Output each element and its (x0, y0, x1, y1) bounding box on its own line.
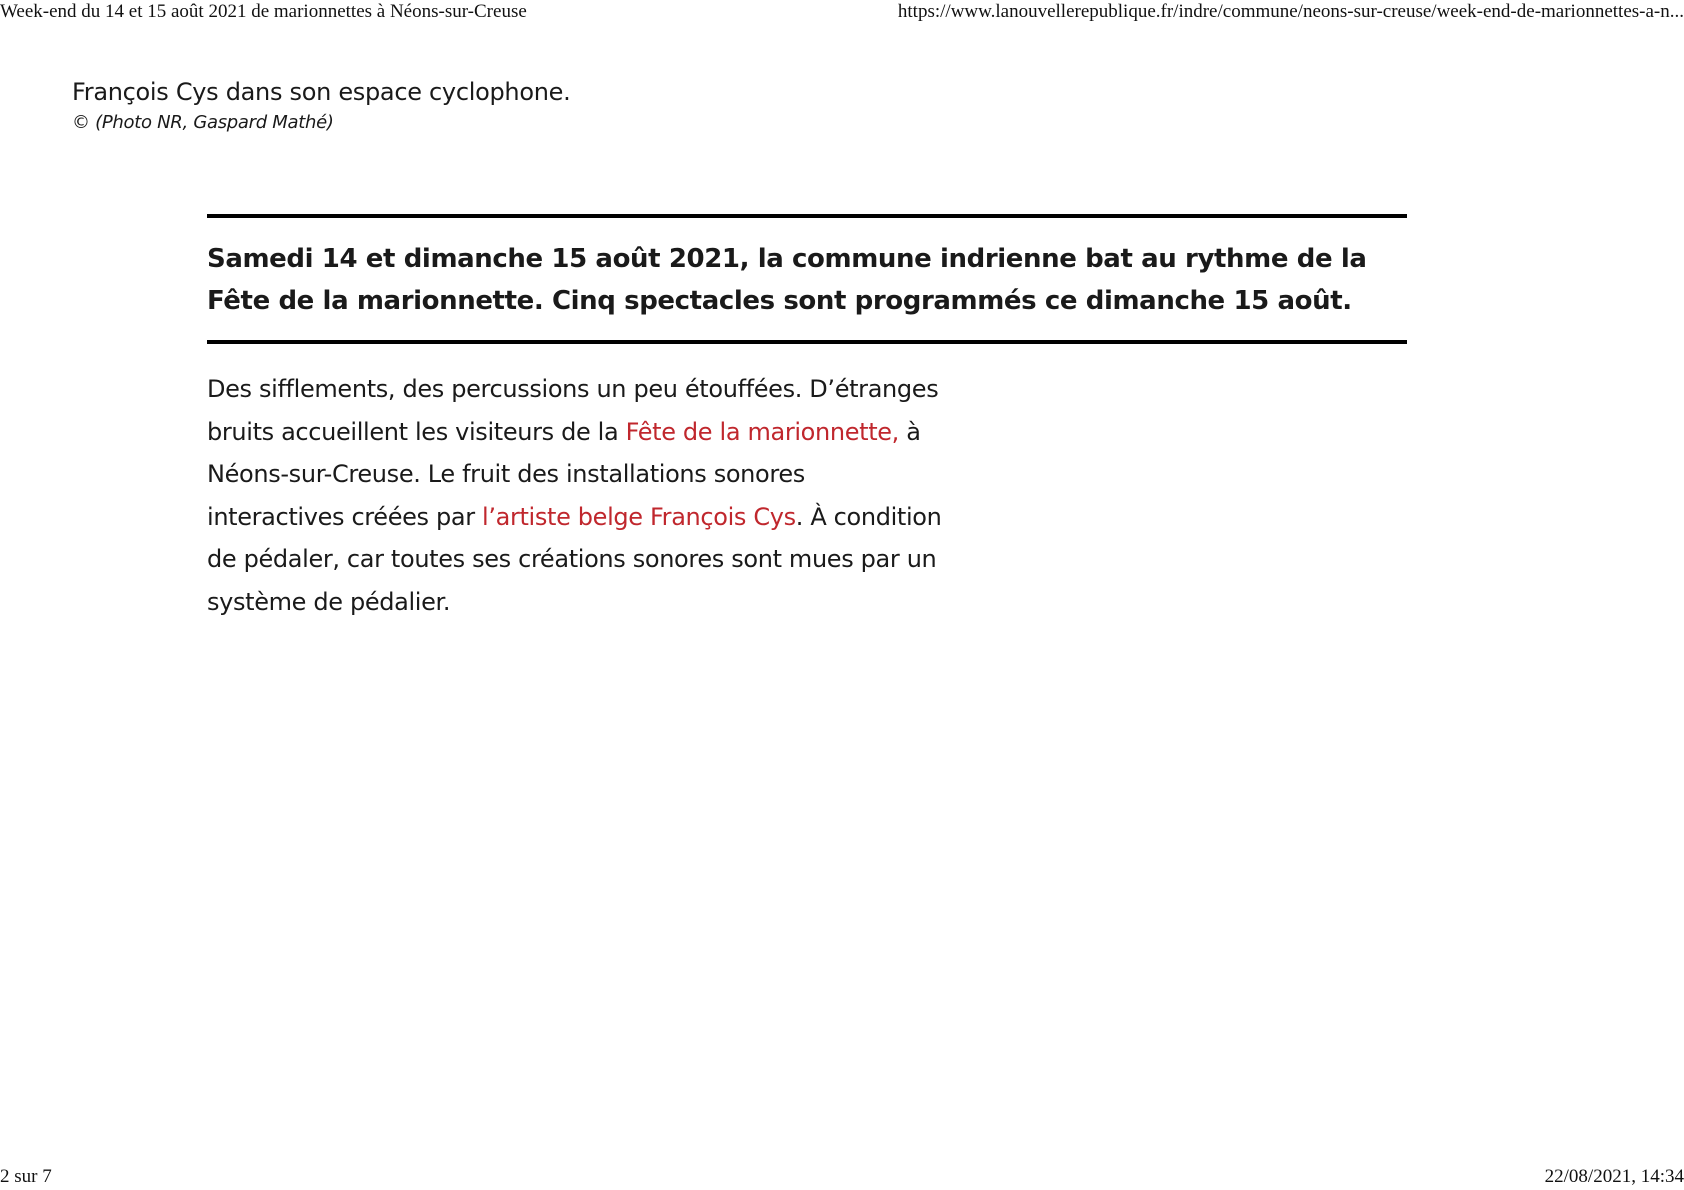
article-lead (207, 214, 1407, 344)
link-fete-marionnette[interactable]: Fête de la marionnette, (625, 417, 899, 446)
article-paragraph (207, 368, 947, 623)
lead-text: Samedi 14 et dimanche 15 août 2021, la commune indrienne bat au rythme de la Fête de la marionnette. Cinq spectacles sont programmés ce dimanche 15 août. (207, 244, 1367, 316)
photo-caption (72, 78, 570, 133)
paragraph-text: . À condition de pédaler, car toutes ses créations sonores sont mues par un système de pédalier. (207, 502, 942, 616)
caption-text: François Cys dans son espace cyclophone. (72, 78, 571, 106)
print-footer-page: 2 sur 7 (0, 1166, 52, 1187)
photo-credit: © (Photo NR, Gaspard Mathé) (72, 112, 334, 133)
paragraph-text: à Néons-sur-Creuse. Le fruit des installations sonores interactives créées par (207, 417, 921, 531)
print-header-title: Week-end du 14 et 15 août 2021 de marionnettes à Néons-sur-Creuse (0, 1, 527, 22)
print-footer-datetime: 22/08/2021, 14:34 (1544, 1166, 1684, 1187)
paragraph-text: Des sifflements, des percussions un peu étouffées. D’étranges bruits accueillent les visiteurs de la (207, 375, 939, 446)
link-artiste-francois-cys[interactable]: l’artiste belge François Cys (482, 502, 796, 531)
print-header-url: https://www.lanouvellerepublique.fr/indre/commune/neons-sur-creuse/week-end-de-marionnettes-a-n... (897, 1, 1684, 22)
